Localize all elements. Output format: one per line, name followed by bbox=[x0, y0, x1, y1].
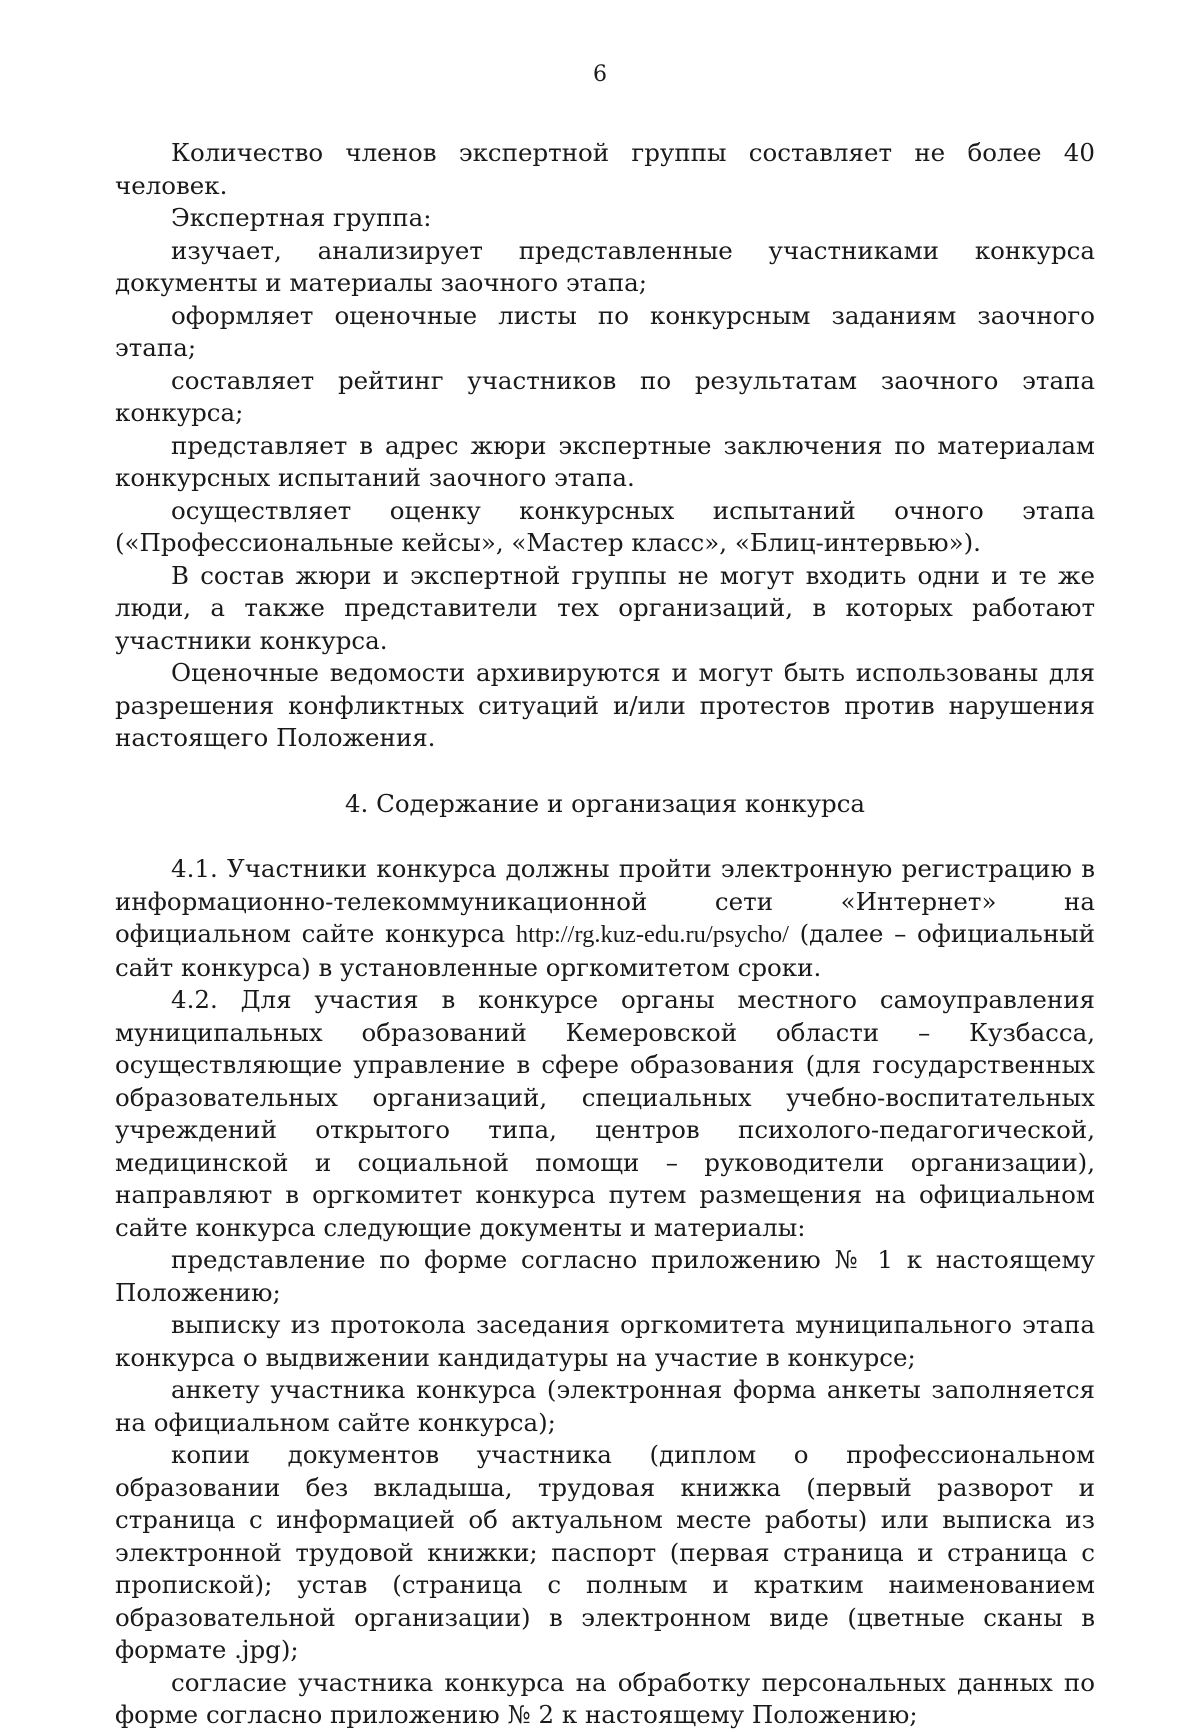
paragraph: Экспертная группа: bbox=[171, 203, 432, 232]
list-item: анкету участника конкурса (электронная форма анкеты заполняется на официальном сайте конкурса); bbox=[115, 1375, 1095, 1437]
page-number: 6 bbox=[593, 62, 607, 87]
list-item: представление по форме согласно приложению № 1 к настоящему Положению; bbox=[115, 1245, 1095, 1307]
paragraph: изучает, анализирует представленные участниками конкурса документы и материалы заочного этапа; bbox=[115, 235, 1095, 297]
paragraph: Количество членов экспертной группы составляет не более 40 человек. bbox=[115, 138, 1095, 200]
document-body bbox=[115, 137, 1095, 1732]
paragraph: Оценочные ведомости архивируются и могут быть использованы для разрешения конфликтных ситуаций и/или протестов против нарушения настоящего Положения. bbox=[115, 658, 1095, 752]
paragraph-4-2: 4.2. Для участия в конкурсе органы местного самоуправления муниципальных образований Кемеровской области – Кузбасса, осуществляющие управление в сфере образования (для государственных образовательных организаций, специальных учебно-воспитательных учреждений открытого типа, центров психолого-педагогической, медицинской и социальной помощи – руководители организации), направляют в оргкомитет конкурса путем размещения на официальном сайте конкурса следующие документы и материалы: bbox=[115, 985, 1095, 1242]
paragraph: В состав жюри и экспертной группы не могут входить одни и те же люди, а также представители тех организаций, в которых работают участники конкурса. bbox=[115, 560, 1095, 655]
list-item: копии документов участника (диплом о профессиональном образовании без вкладыша, трудовая книжка (первый разворот и страница с информацией об актуальном месте работы) или выписка из электронной трудовой книжки; паспорт (первая страница и страница с пропиской); устав (страница с полным и кратким наименованием образовательной организации) в электронном виде (цветные сканы в формате .jpg); bbox=[115, 1440, 1095, 1664]
paragraph-text: (далее – официальный сайт конкурса) в установленные оргкомитетом сроки. bbox=[115, 919, 1095, 982]
paragraph: представляет в адрес жюри экспертные заключения по материалам конкурсных испытаний заочного этапа. bbox=[115, 430, 1095, 492]
paragraph-text: 4.1. Участники конкурса должны пройти электронную регистрацию в информационно-телекоммуникационной сети «Интернет» на официальном сайте конкурса bbox=[115, 854, 1095, 948]
section-heading: 4. Содержание и организация конкурса bbox=[344, 788, 866, 818]
site-url: http://rg.kuz-edu.ru/psycho/ bbox=[515, 921, 789, 948]
paragraph: осуществляет оценку конкурсных испытаний очного этапа («Профессиональные кейсы», «Мастер класс», «Блиц-интервью»). bbox=[115, 495, 1095, 557]
paragraph: оформляет оценочные листы по конкурсным заданиям заочного этапа; bbox=[115, 300, 1095, 362]
list-item: согласие участника конкурса на обработку персональных данных по форме согласно приложению № 2 к настоящему Положению; bbox=[115, 1667, 1095, 1729]
paragraph: составляет рейтинг участников по результатам заочного этапа конкурса; bbox=[115, 365, 1095, 427]
paragraph-4-1 bbox=[115, 853, 1095, 984]
list-item: выписку из протокола заседания оргкомитета муниципального этапа конкурса о выдвижении кандидатуры на участие в конкурсе; bbox=[115, 1310, 1095, 1372]
